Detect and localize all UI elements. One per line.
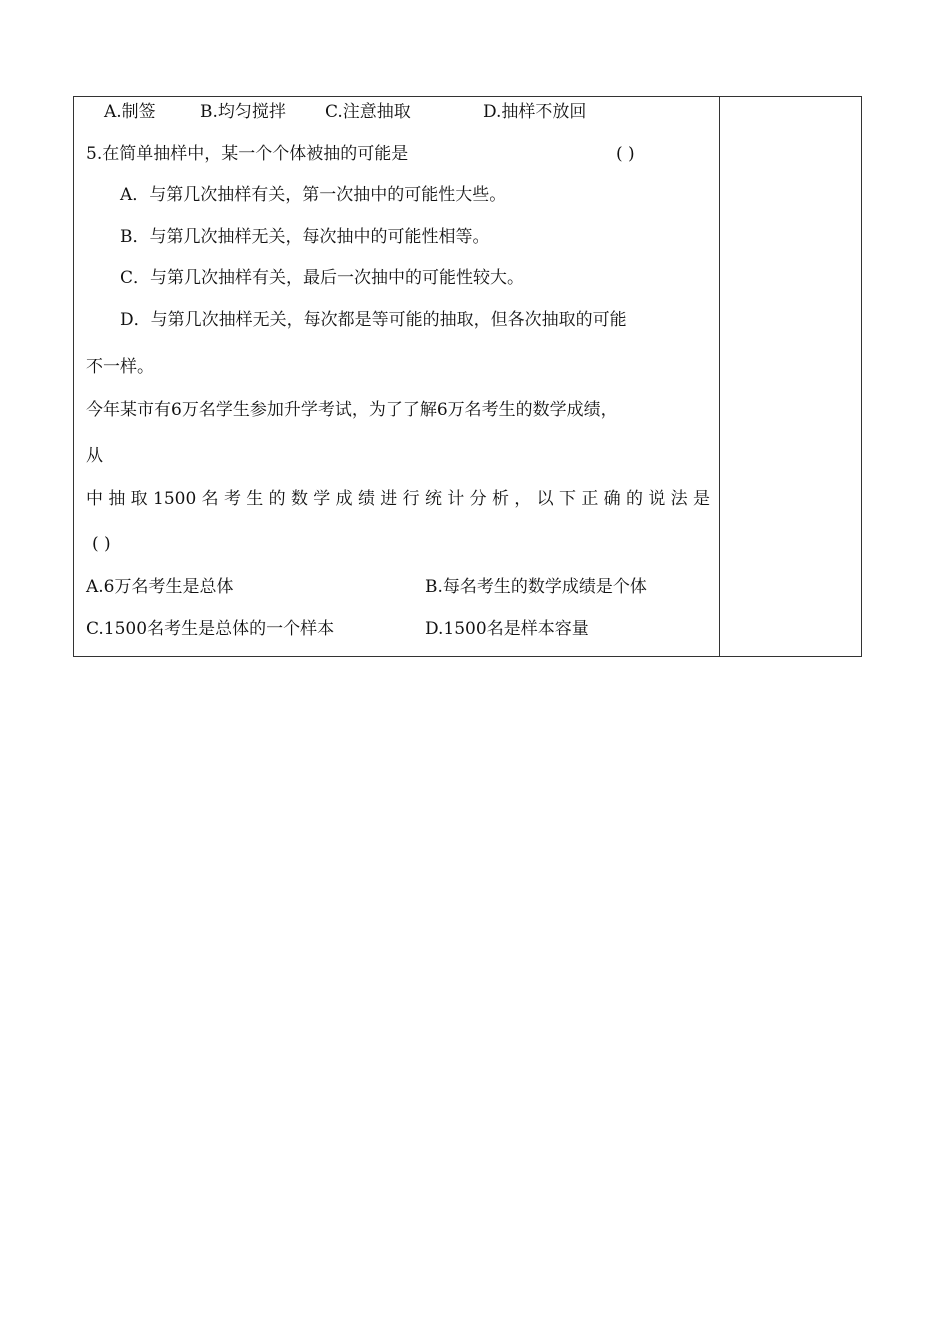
q4-option-b: B.均匀搅拌 [200,102,286,122]
column-divider [719,96,720,657]
q4-option-a: A.制签 [104,102,156,122]
question-table [73,96,862,657]
q5-option-a: A．与第几次抽样有关，第一次抽中的可能性大些。 [120,185,507,205]
q6-stem-line3: 中抽取1500名考生的数学成绩进行统计分析，以下正确的说法是 [86,489,710,509]
q6-option-a: A.6万名考生是总体 [86,577,234,597]
q6-stem-line1: 今年某市有6万名学生参加升学考试，为了了解6万名考生的数学成绩， [86,400,618,420]
q5-option-c: C．与第几次抽样有关，最后一次抽中的可能性较大。 [120,268,525,288]
q4-option-d: D.抽样不放回 [483,102,587,122]
q6-stem-line2: 从 [86,446,103,466]
q5-option-d-line2: 不一样。 [86,357,154,377]
q4-option-c: C.注意抽取 [325,102,411,122]
q5-stem: 5.在简单抽样中，某一个个体被抽的可能是 [86,144,409,164]
q5-option-b: B．与第几次抽样无关，每次抽中的可能性相等。 [120,227,490,247]
q6-option-c: C.1500名考生是总体的一个样本 [86,619,335,639]
q6-option-d: D.1500名是样本容量 [425,619,589,639]
q5-option-d-line1: D．与第几次抽样无关，每次都是等可能的抽取，但各次抽取的可能 [120,310,627,330]
q6-answer-paren: ( ) [92,534,111,554]
q5-answer-paren: ( ) [616,144,635,164]
q6-option-b: B.每名考生的数学成绩是个体 [425,577,647,597]
